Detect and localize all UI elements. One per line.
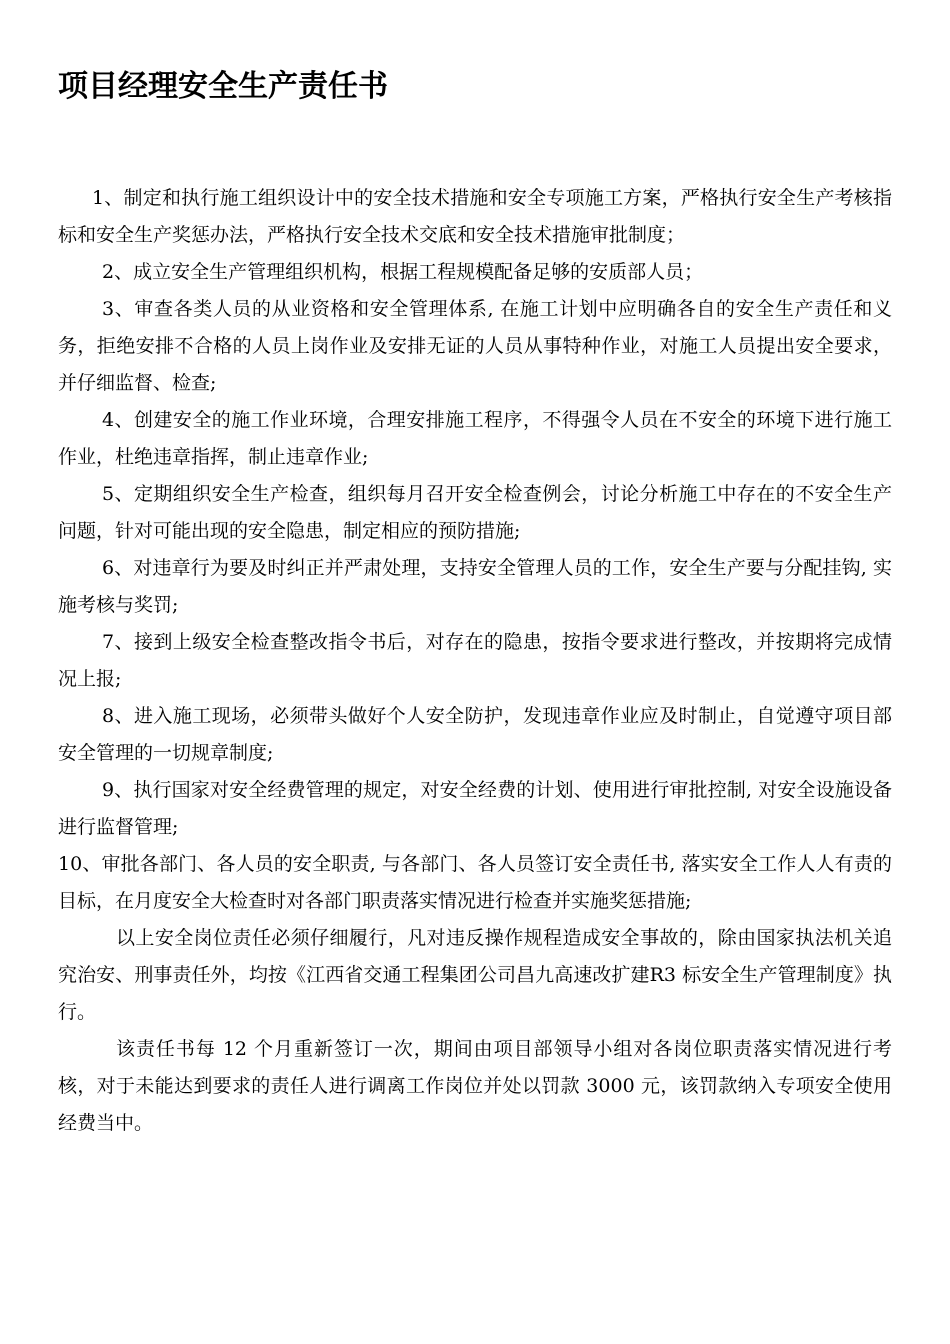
clause-5: 5、定期组织安全生产检查，组织每月召开安全检查例会，讨论分析施工中存在的不安全生产问题，针对可能出现的安全隐患，制定相应的预防措施;: [58, 483, 892, 542]
clause-4: 4、创建安全的施工作业环境，合理安排施工程序，不得强令人员在不安全的环境下进行施工作业，杜绝违章指挥，制止违章作业;: [58, 409, 892, 468]
clause-8: 8、进入施工现场，必须带头做好个人安全防护，发现违章作业应及时制止，自觉遵守项目部安全管理的一切规章制度;: [58, 705, 892, 764]
clause-6: 6、对违章行为要及时纠正并严肃处理，支持安全管理人员的工作，安全生产要与分配挂钩, 实施考核与奖罚;: [58, 557, 892, 616]
closing-paragraph-renewal: 该责任书每 12 个月重新签订一次，期间由项目部领导小组对各岗位职责落实情况进行考核，对于未能达到要求的责任人进行调离工作岗位并处以罚款 3000 元，该罚款纳入专项安全使用经费当中。: [58, 1038, 892, 1134]
document-body: [58, 180, 892, 1142]
clause-3: 3、审查各类人员的从业资格和安全管理体系, 在施工计划中应明确各自的安全生产责任和义务，拒绝安排不合格的人员上岗作业及安排无证的人员从事特种作业，对施工人员提出安全要求，并仔细监督、检查;: [58, 298, 892, 394]
clause-10: 10、审批各部门、各人员的安全职责, 与各部门、各人员签订安全责任书, 落实安全工作人人有责的目标，在月度安全大检查时对各部门职责落实情况进行检查并实施奖惩措施;: [58, 853, 892, 912]
clause-7: 7、接到上级安全检查整改指令书后，对存在的隐患，按指令要求进行整改，并按期将完成情况上报;: [58, 631, 892, 690]
clause-1: 1、制定和执行施工组织设计中的安全技术措施和安全专项施工方案，严格执行安全生产考核指标和安全生产奖惩办法，严格执行安全技术交底和安全技术措施审批制度；: [58, 187, 892, 246]
closing-paragraph-enforcement: 以上安全岗位责任必须仔细履行，凡对违反操作规程造成安全事故的，除由国家执法机关追究治安、刑事责任外，均按《江西省交通工程集团公司昌九高速改扩建R3 标安全生产管理制度》执行。: [58, 927, 892, 1023]
clause-9: 9、执行国家对安全经费管理的规定，对安全经费的计划、使用进行审批控制, 对安全设施设备进行监督管理;: [58, 779, 892, 838]
clause-2: 2、成立安全生产管理组织机构，根据工程规模配备足够的安质部人员；: [102, 261, 704, 283]
document-title: 项目经理安全生产责任书: [58, 69, 388, 104]
